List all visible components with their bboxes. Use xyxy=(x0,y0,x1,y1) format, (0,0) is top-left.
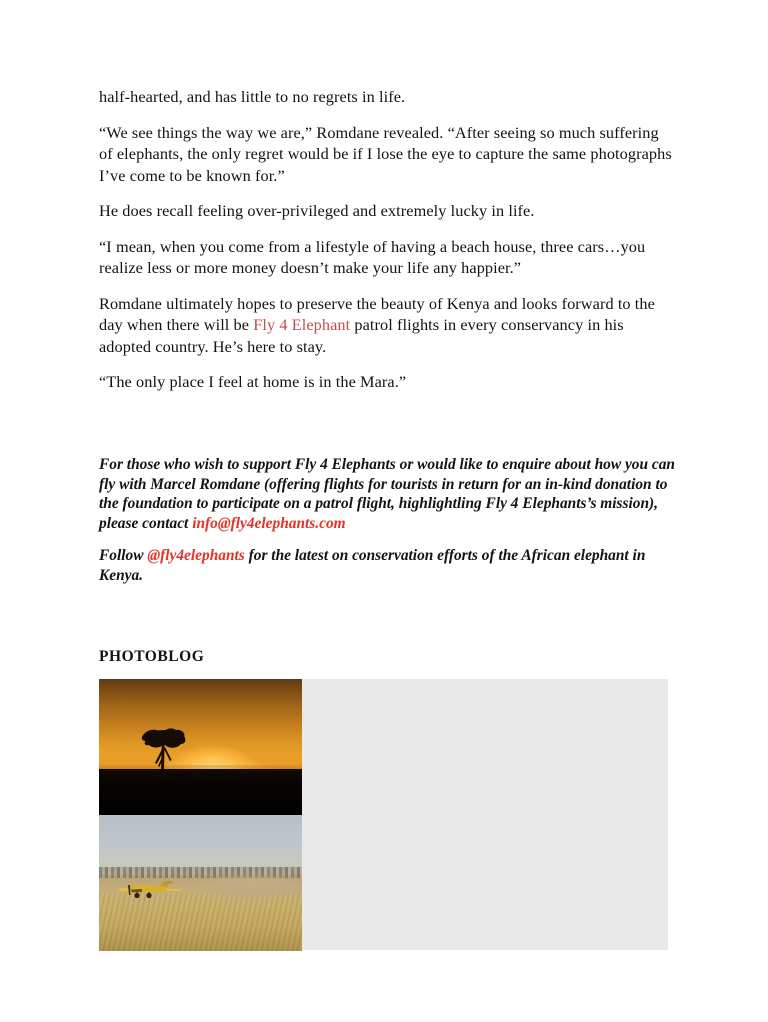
paragraph-text-lead: Romdane ultimately hopes to preserve the beauty of Kenya and looks forward to the day when there will be xyxy=(99,293,655,334)
fly-4-elephant-mention: Fly 4 Elephant xyxy=(253,315,351,334)
paragraph-mara-quote xyxy=(99,371,673,393)
follow-paragraph xyxy=(99,546,677,585)
bush-plane-icon xyxy=(115,877,185,905)
email-link[interactable]: info@fly4elephants.com xyxy=(192,514,346,532)
sunset-acacia-photo[interactable] xyxy=(99,679,302,815)
acacia-tree-silhouette xyxy=(137,719,191,771)
paragraph-preserve-kenya xyxy=(99,293,673,358)
bush-plane-photo[interactable] xyxy=(99,815,302,951)
paragraph-i-mean xyxy=(99,236,673,279)
photo-column xyxy=(99,679,302,950)
paragraph-half-hearted xyxy=(99,86,673,108)
paragraph-text: “The only place I feel at home is in the Mara.” xyxy=(99,372,407,391)
dust-plume-secondary xyxy=(195,877,302,901)
paragraph-over-privileged xyxy=(99,200,673,222)
contact-call-to-action xyxy=(99,455,677,599)
paragraph-text: half-hearted, and has little to no regrets in life. xyxy=(99,87,406,106)
paragraph-text: He does recall feeling over-privileged and extremely lucky in life. xyxy=(99,201,535,220)
support-paragraph-text: For those who wish to support Fly 4 Elephants or would like to enquire about how you can fly with Marcel Romdane (offering flights for tourists in return for an in-kind donation to the foundation to participate on a patrol flight, highlightling Fly 4 Elephants’s mission), please contact xyxy=(99,456,675,532)
paragraph-text: “We see things the way we are,” Romdane revealed. “After seeing so much suffering of elephants, the only regret would be if I lose the eye to capture the same photographs I’ve come to be known for.” xyxy=(99,122,672,185)
support-paragraph xyxy=(99,455,677,533)
paragraph-we-see-things xyxy=(99,122,673,187)
sunset-ground-silhouette xyxy=(99,769,302,815)
follow-label: Follow xyxy=(99,547,148,565)
paragraph-text: “I mean, when you come from a lifestyle of having a beach house, three cars…you realize less or more money doesn’t make your life any happier.” xyxy=(99,236,646,277)
social-handle-link[interactable]: @fly4elephants xyxy=(147,547,245,565)
gallery-empty-placeholder xyxy=(302,679,668,950)
article-body xyxy=(99,86,673,407)
plane-sky xyxy=(99,815,302,875)
follow-paragraph-tail: for the latest on conservation efforts of the African elephant in Kenya. xyxy=(99,547,646,584)
paragraph-text-tail: patrol flights in every conservancy in his adopted country. He’s here to stay. xyxy=(99,315,624,356)
photoblog-heading: PHOTOBLOG xyxy=(99,648,205,665)
photoblog-gallery xyxy=(99,679,668,950)
